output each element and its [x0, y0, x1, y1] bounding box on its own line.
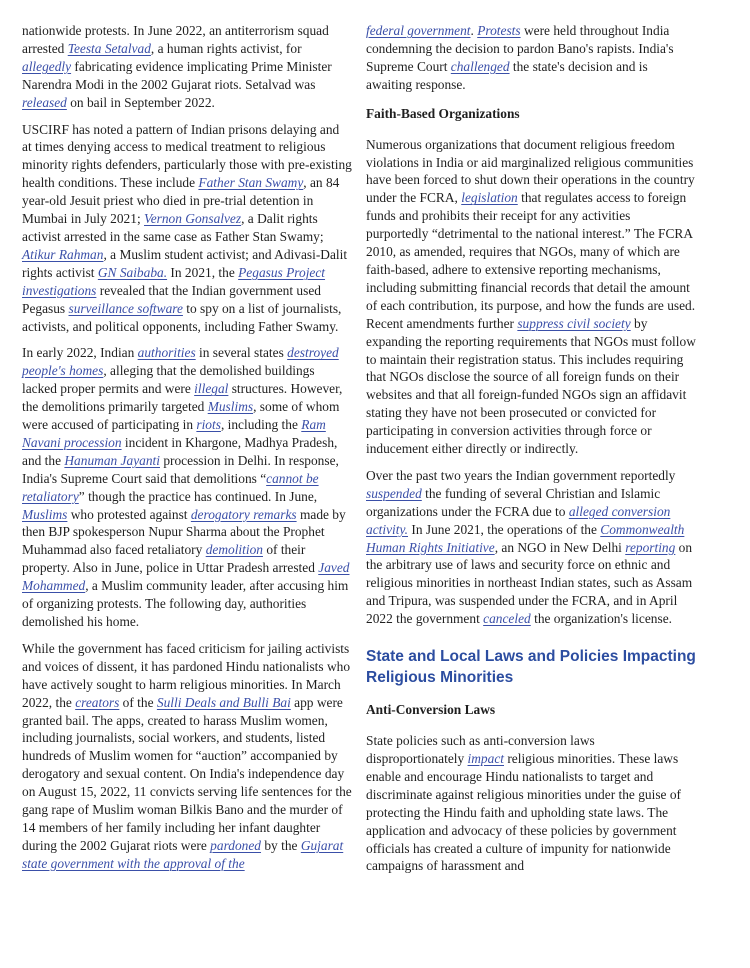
inline-link[interactable]: federal government: [366, 23, 471, 38]
inline-link[interactable]: Vernon Gonsalvez: [144, 211, 242, 227]
text-run: State policies such as anti-conversion laws disproportionately: [366, 733, 595, 766]
inline-link[interactable]: Teesta Setalvad: [67, 40, 151, 56]
text-run: incident in Khargone, Madhya Pradesh, and the: [22, 434, 338, 468]
inline-link[interactable]: creators: [75, 694, 120, 710]
inline-link[interactable]: Protests: [477, 23, 521, 38]
text-run: by expanding the reporting requirements that NGOs must follow to maintain their registration status. This includes requiring that NGOs disclose the source of all foreign funds on their websites and that all foreign-funded NGOs sign an affidavit stating they have not been prosecuted or convicted for participating in conversion activities through force or inducement either directly or indirectly.: [366, 315, 696, 457]
inline-link[interactable]: Javed Mohammed: [22, 560, 350, 594]
subheading-anti-conversion-laws: Anti-Conversion Laws: [366, 702, 496, 718]
text-run: , an NGO in New Delhi: [494, 539, 626, 555]
text-run: religious minorities. These laws enable and encourage Hindu nationalists to target and discriminate against religious minorities under the guise of protecting the Hindu faith and upholding state laws. The application and advocacy of these policies by government officials has created a culture of impunity for nationwide campaigns of harassment and: [366, 751, 681, 874]
inline-link[interactable]: cannot be retaliatory: [22, 470, 319, 504]
paragraph: [366, 136, 696, 458]
text-run: of their property. Also in June, police in Uttar Pradesh arrested: [22, 542, 319, 576]
text-run: , alleging that the demolished buildings lacked proper permits and were: [22, 363, 315, 397]
inline-link[interactable]: Muslims: [207, 399, 254, 415]
right-column: [366, 22, 696, 884]
text-run: .: [470, 23, 478, 38]
text-run: revealed that the Indian government used Pegasus: [22, 282, 321, 316]
text-run: app were granted bail. The apps, created to harass Muslim women, including journalists, social workers, and students, listed hundreds of Muslim women for “auction” accompanied by derogatory and sexual content. On India's independence day on August 15, 2022, 11 convicts serving life sentences for the gang rape of Muslim woman Bilkis Bano and the murder of 14 members of her family including her infant daughter during the 2002 Gujarat riots were: [22, 694, 352, 853]
paragraph: [22, 344, 352, 631]
inline-link[interactable]: GN Saibaba.: [97, 264, 168, 280]
text-run: that regulates access to foreign funds and prohibits their receipt for any activities purportedly “detrimental to the national interest.” The FCRA 2010, as amended, requires that NGOs, many of which are faith-based, adhere to extensive reporting mechanisms, including submitting financial records that detail the amount of each contribution, its purpose, and how the funds are used. Recent amendments further: [366, 190, 696, 331]
text-run: While the government has faced criticism for jailing activists and voices of dissent, it has pardoned Hindu nationalists who have actively sought to harm religious minorities. In March 2022, the: [22, 640, 351, 710]
text-run: structures. However, the demolitions primarily targeted: [22, 381, 343, 415]
inline-link[interactable]: state government with the approval of the: [22, 855, 245, 871]
paragraph: [22, 22, 352, 112]
text-run: the organization's license.: [530, 611, 672, 627]
inline-link[interactable]: illegal: [194, 381, 229, 397]
text-run: in several states: [195, 345, 288, 361]
inline-link[interactable]: suspended: [366, 485, 422, 501]
text-run: ” though the practice has continued. In June,: [78, 488, 318, 504]
inline-link[interactable]: pardoned: [210, 837, 262, 853]
inline-link[interactable]: Pegasus Project investigations: [22, 264, 326, 298]
inline-link[interactable]: Ram Navani procession: [22, 417, 326, 450]
text-run: , some of whom were accused of participating in: [22, 399, 340, 433]
text-run: the funding of several Christian and Islamic organizations under the FCRA due to: [366, 485, 661, 519]
text-run: , including the: [220, 417, 302, 433]
subheading-faith-based-organizations: Faith-Based Organizations: [366, 105, 520, 121]
inline-link[interactable]: reporting: [625, 539, 676, 555]
inline-link[interactable]: released: [22, 94, 67, 110]
inline-link[interactable]: allegedly: [22, 58, 72, 74]
text-run: , a Dalit rights activist arrested in the same case as Father Stan Swamy;: [22, 211, 324, 244]
section-heading-state-local-laws: State and Local Laws and Policies Impacting Religious Minorities: [366, 648, 696, 687]
inline-link[interactable]: Sulli Deals and Bulli Bai: [156, 694, 291, 710]
inline-link[interactable]: demolition: [205, 542, 263, 558]
text-run: Over the past two years the Indian government reportedly: [366, 467, 676, 483]
paragraph: [366, 732, 696, 875]
inline-link[interactable]: Father Stan Swamy: [198, 175, 304, 191]
inline-link[interactable]: Hanuman Jayanti: [64, 452, 160, 468]
text-run: Numerous organizations that document religious freedom violations in India or aid marginalized religious communities have been forced to shut down their operations in the country under the FCRA,: [366, 136, 695, 206]
text-run: on the arbitrary use of laws and security force on ethnic and religious minorities in northeast Indian states, such as Assam and Tripura, was suspended under the FCRA, and in April 2022 the government: [366, 539, 693, 627]
inline-link[interactable]: Atikur Rahman: [22, 246, 104, 262]
inline-link[interactable]: challenged: [450, 58, 510, 74]
inline-link[interactable]: legislation: [461, 190, 518, 206]
text-run: USCIRF has noted a pattern of Indian prisons delaying and at times denying access to medical treatment to religious minority rights defenders, particularly those with pre-existing health conditions. These include: [22, 121, 352, 191]
text-run: of the: [119, 694, 157, 710]
left-column: [22, 22, 352, 882]
inline-link[interactable]: riots: [196, 417, 221, 433]
paragraph: [22, 640, 352, 873]
inline-link[interactable]: Muslims: [22, 506, 68, 522]
inline-link[interactable]: destroyed people's homes: [22, 345, 339, 379]
text-run: , a Muslim community leader, after accusing him of organizing protests. The following day, authorities demolished his home.: [22, 578, 349, 629]
inline-link[interactable]: Commonwealth Human Rights Initiative: [366, 521, 685, 555]
text-run: In early 2022, Indian: [22, 345, 138, 361]
inline-link[interactable]: derogatory remarks: [190, 506, 297, 522]
text-run: In 2021, the: [167, 264, 239, 280]
text-run: In June 2021, the operations of the: [408, 521, 601, 537]
text-run: on bail in September 2022.: [66, 94, 215, 110]
text-run: by the: [261, 837, 301, 853]
text-run: procession in Delhi. In response, India's Supreme Court said that demolitions “: [22, 452, 339, 486]
text-run: , an 84 year-old Jesuit priest who died in pre-trial detention in Mumbai in July 2021;: [22, 175, 340, 227]
inline-link[interactable]: authorities: [137, 345, 196, 361]
paragraph: [366, 467, 696, 628]
inline-link[interactable]: alleged conversion activity.: [366, 503, 671, 537]
text-run: the state's decision and is awaiting response.: [366, 58, 648, 92]
inline-link[interactable]: canceled: [483, 611, 531, 627]
inline-link[interactable]: surveillance software: [68, 300, 183, 316]
text-run: , a Muslim student activist; and Adivasi-Dalit rights activist: [22, 246, 348, 280]
text-run: nationwide protests. In June 2022, an antiterrorism squad arrested: [22, 23, 329, 56]
text-run: , a human rights activist, for: [150, 40, 302, 56]
paragraph: [22, 121, 352, 336]
inline-link[interactable]: suppress civil society: [517, 315, 631, 331]
paragraph: [366, 22, 696, 94]
text-run: were held throughout India condemning the decision to pardon Bano's rapists. India's Supreme Court: [366, 23, 674, 74]
text-run: who protested against: [67, 506, 191, 522]
text-run: to spy on a list of journalists, activists, and political opponents, including Father Swamy.: [22, 300, 342, 334]
inline-link[interactable]: impact: [467, 751, 504, 766]
text-run: made by then BJP spokesperson Nupur Sharma about the Prophet Muhammad also faced retaliatory: [22, 506, 346, 558]
inline-link[interactable]: Gujarat: [300, 837, 344, 853]
text-run: fabricating evidence implicating Prime Minister Narendra Modi in the 2002 Gujarat riots. Setalvad was: [22, 58, 332, 92]
